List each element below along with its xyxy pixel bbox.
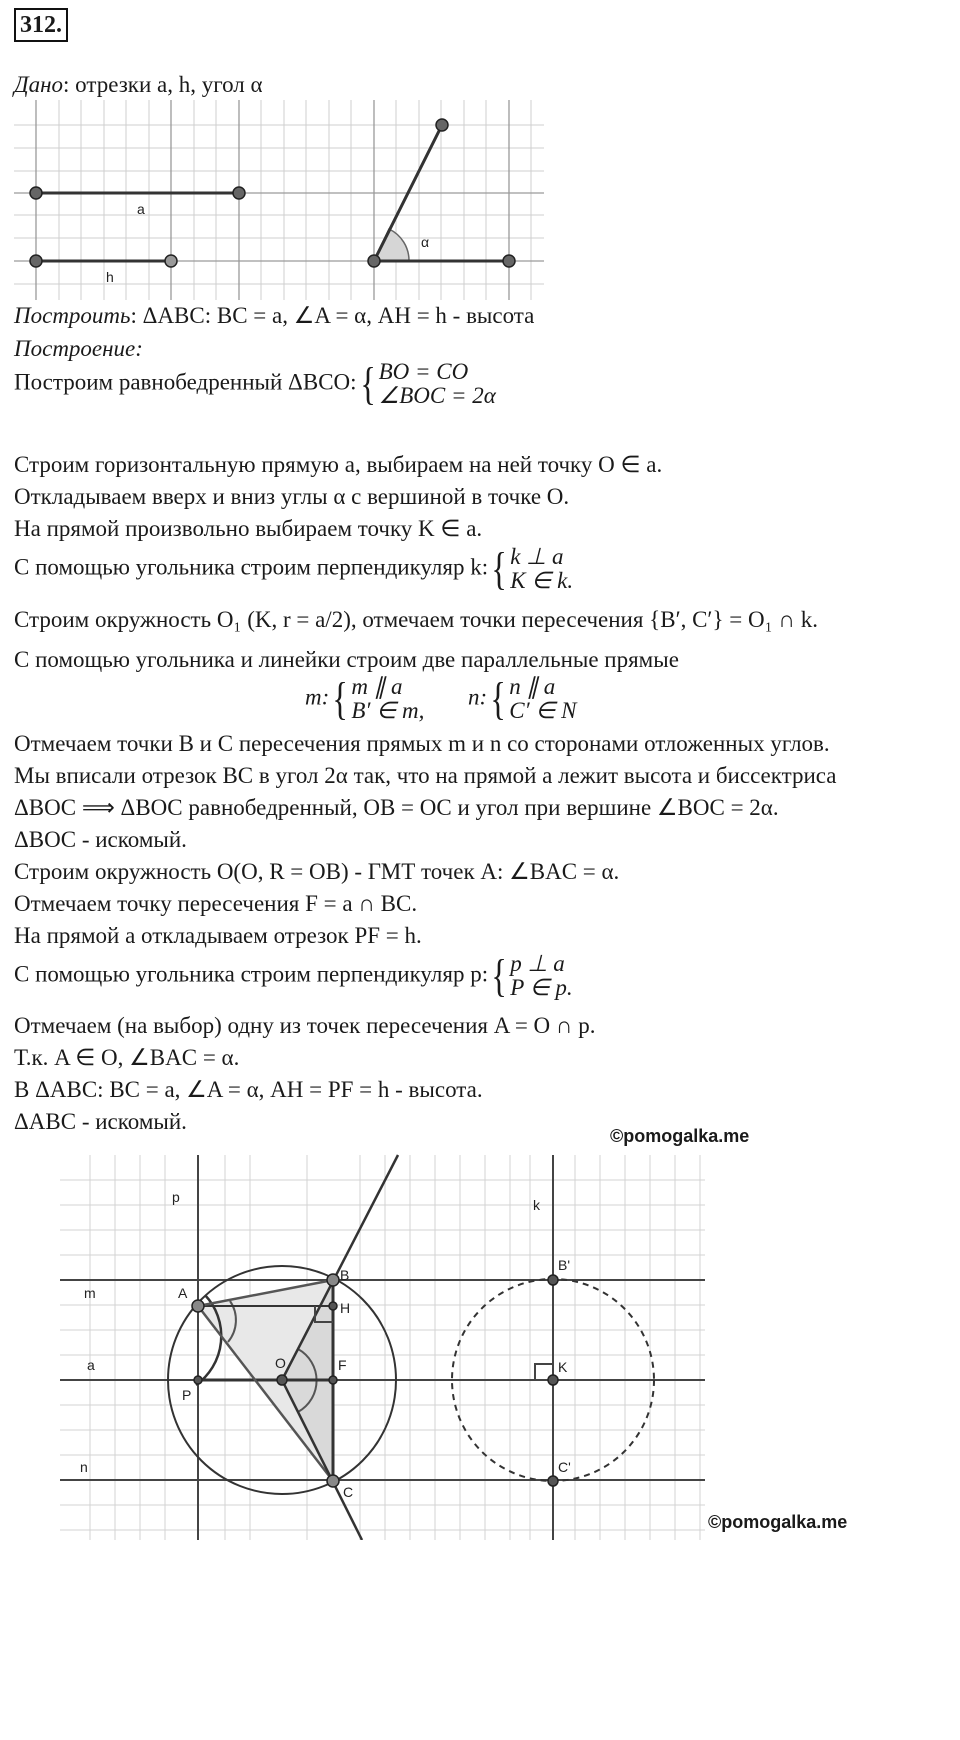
perp-p-end: . xyxy=(566,975,573,1000)
label-B: B xyxy=(340,1267,350,1283)
label-a: a xyxy=(137,201,145,217)
system-m-cond-1: m ∥ a xyxy=(351,674,403,699)
point xyxy=(368,255,380,267)
point-Cp xyxy=(548,1476,558,1486)
point-F xyxy=(329,1376,337,1384)
point xyxy=(233,187,245,199)
label-H: H xyxy=(340,1300,351,1316)
grid xyxy=(14,100,544,300)
construction-label: Построение: xyxy=(14,336,143,361)
construction-figure xyxy=(0,1150,960,1540)
isosceles-cond-1: BO = CO xyxy=(378,359,469,384)
isosceles-line: Построим равнобедренный ΔBCO:{ BO = CO ∠BOC = 2α xyxy=(14,358,496,409)
system-m-cond-2: B′ ∈ m xyxy=(351,698,419,723)
perp-p-line: С помощью угольника строим перпендикуляр p:{ p ⊥ a P ∈ p. xyxy=(14,950,573,1001)
circle-line: Строим окружность O₁ (K, r = a/2), отмечаем точки пересечения {B′, C′} = O₁ ∩ k. xyxy=(14,607,818,632)
watermark-top: ©pomogalka.me xyxy=(610,1126,750,1146)
system-n: n:{ n ∥ a C′ ∈ N xyxy=(468,673,577,724)
perp-p-text: С помощью угольника строим перпендикуляр p: xyxy=(14,961,489,987)
text-line: Отмечаем точку пересечения F = a ∩ BC. xyxy=(14,891,418,916)
label-k: k xyxy=(533,1197,540,1213)
text-line: Отмечаем точки B и C пересечения прямых m и n со сторонами отложенных углов. xyxy=(14,731,830,756)
point-B xyxy=(327,1274,339,1286)
system-n-cond-1: n ∥ a xyxy=(509,674,556,699)
point-O xyxy=(277,1375,287,1385)
grid-fine xyxy=(60,1155,705,1540)
point-H xyxy=(329,1302,337,1310)
label-A: A xyxy=(178,1285,188,1301)
point xyxy=(165,255,177,267)
construct-text: : ΔABC: BC = a, ∠A = α, AH = h - высота xyxy=(130,303,535,328)
text-line: Отмечаем (на выбор) одну из точек пересечения A = O ∩ p. xyxy=(14,1013,596,1038)
system-m-name: m: xyxy=(305,684,330,710)
point-C xyxy=(327,1475,339,1487)
construct-line xyxy=(14,301,534,331)
label-P: P xyxy=(182,1387,192,1403)
point-K xyxy=(548,1375,558,1385)
label-C: C xyxy=(343,1484,354,1500)
label-O: O xyxy=(275,1355,286,1371)
given-figure xyxy=(14,100,544,300)
construction-lines xyxy=(60,1155,705,1540)
label-F: F xyxy=(338,1357,347,1373)
label-Bp: B' xyxy=(558,1257,571,1273)
label-p: p xyxy=(172,1189,180,1205)
point-P xyxy=(194,1376,202,1384)
given-line xyxy=(14,70,263,100)
text-line: На прямой произвольно выбираем точку K ∈ a. xyxy=(14,516,483,541)
system-n-cond-2: C′ ∈ N xyxy=(509,698,577,723)
point-A xyxy=(192,1300,204,1312)
text-line: ΔABC - искомый. xyxy=(14,1109,187,1134)
perp-k-cond-1: k ⊥ a xyxy=(510,544,564,569)
parallel-line: С помощью угольника и линейки строим две параллельные прямые xyxy=(14,647,679,672)
label-K: K xyxy=(558,1359,568,1375)
point xyxy=(436,119,448,131)
system-n-name: n: xyxy=(468,684,488,710)
perp-k-line: С помощью угольника строим перпендикуляр k:{ k ⊥ a K ∈ k. xyxy=(14,543,574,594)
text-line: Мы вписали отрезок BC в угол 2α так, что на прямой a лежит высота и биссектриса xyxy=(14,763,837,788)
perp-p-cond-1: p ⊥ a xyxy=(510,951,565,976)
label-alpha: α xyxy=(421,234,430,250)
perp-k-text: С помощью угольника строим перпендикуляр k: xyxy=(14,554,489,580)
text-line: На прямой a откладываем отрезок PF = h. xyxy=(14,923,422,948)
label-h: h xyxy=(106,269,114,285)
given-label: Дано xyxy=(14,72,64,97)
angle-alpha-arc xyxy=(374,229,409,261)
text-line: Строим горизонтальную прямую a, выбираем на ней точку O ∈ a. xyxy=(14,452,663,477)
point xyxy=(503,255,515,267)
isosceles-text: Построим равнобедренный ΔBCO: xyxy=(14,369,357,395)
label-Cp: C' xyxy=(558,1459,571,1475)
text-line: В ΔABC: BC = a, ∠A = α, AH = PF = h - высота. xyxy=(14,1077,483,1102)
problem-number: 312. xyxy=(14,8,68,42)
text-line: ΔBOC ⟹ ΔBOC равнобедренный, OB = OC и угол при вершине ∠BOC = 2α. xyxy=(14,795,779,820)
label-n: n xyxy=(80,1459,88,1475)
text-line: Т.к. A ∈ O, ∠BAC = α. xyxy=(14,1045,240,1070)
point-Bp xyxy=(548,1275,558,1285)
label-a: a xyxy=(87,1357,95,1373)
system-m: m:{ m ∥ a B′ ∈ m, xyxy=(305,673,425,724)
perp-p-cond-2: P ∈ p xyxy=(510,975,567,1000)
text-line: Откладываем вверх и вниз углы α с вершиной в точке O. xyxy=(14,484,570,509)
system-m-sep: , xyxy=(418,698,425,723)
text-line: ΔBOC - искомый. xyxy=(14,827,187,852)
construct-label: Построить xyxy=(14,303,131,328)
point xyxy=(30,187,42,199)
isosceles-cond-2: ∠BOC = 2α xyxy=(378,383,496,408)
perp-k-end: . xyxy=(567,568,574,593)
label-m: m xyxy=(84,1285,96,1301)
watermark-bottom: ©pomogalka.me xyxy=(708,1512,848,1532)
perp-k-cond-2: K ∈ k xyxy=(510,568,568,593)
text-line: Строим окружность O(O, R = OB) - ГМТ точек A: ∠BAC = α. xyxy=(14,859,620,884)
given-text: : отрезки a, h, угол α xyxy=(63,72,263,97)
point xyxy=(30,255,42,267)
